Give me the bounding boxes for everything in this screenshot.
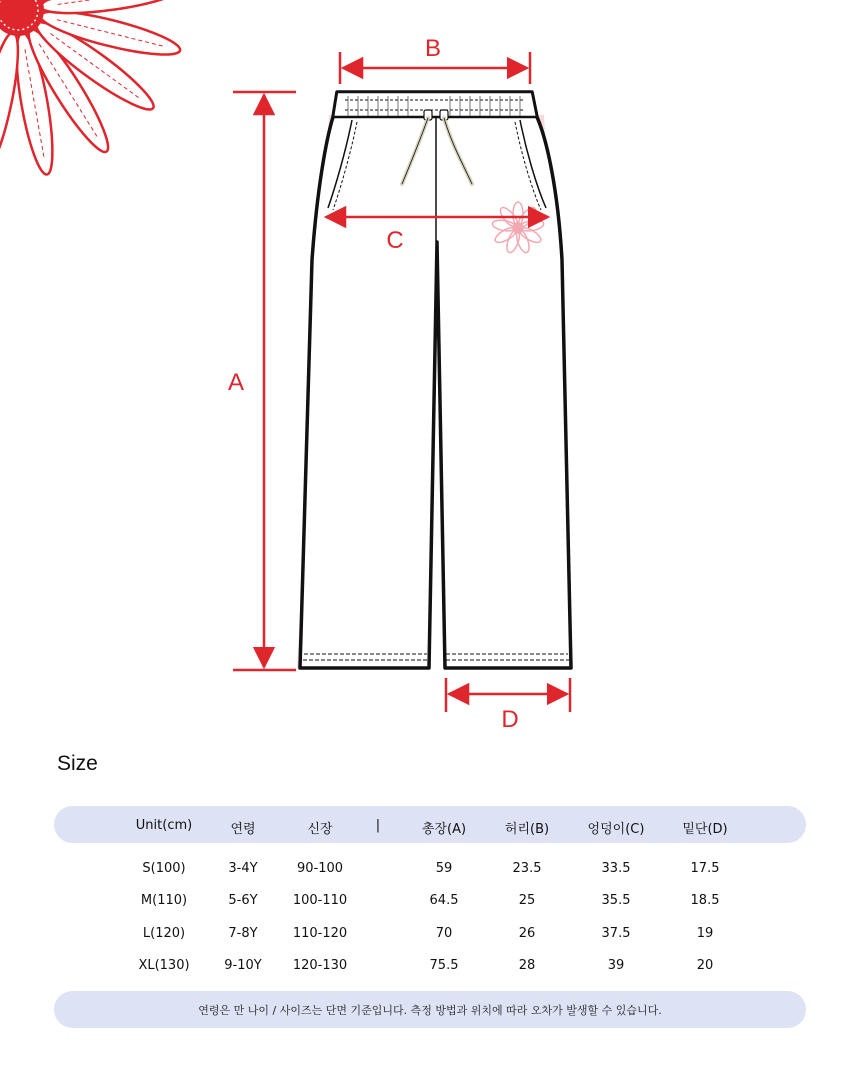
- table-cell: 25: [518, 893, 536, 908]
- table-cell: 26: [518, 926, 536, 941]
- size-note-bar: [54, 991, 806, 1028]
- table-cell: 39: [607, 958, 625, 973]
- column-header: 허리(B): [504, 822, 550, 837]
- table-cell: 90-100: [296, 861, 344, 876]
- table-cell: 35.5: [601, 893, 631, 908]
- table-cell: 9-10Y: [224, 958, 262, 973]
- table-cell: 59: [435, 861, 453, 876]
- column-header: 밑단(D): [682, 822, 728, 837]
- table-cell: 17.5: [690, 861, 720, 876]
- dimension-d-label: D: [501, 706, 519, 733]
- table-cell: 5-6Y: [228, 893, 258, 908]
- size-note: 연령은 만 나이 / 사이즈는 단면 기준입니다. 측정 방법과 위치에 따라 오차가 발생할 수 있습니다.: [198, 1003, 662, 1017]
- pants-outline: [300, 92, 571, 668]
- table-cell: XL(130): [138, 958, 190, 973]
- table-cell: 75.5: [429, 958, 459, 973]
- table-cell: L(120): [142, 926, 186, 941]
- dimension-d: [446, 678, 570, 733]
- table-cell: 23.5: [512, 861, 542, 876]
- table-cell: 110-120: [292, 926, 348, 941]
- column-divider: |: [375, 818, 381, 833]
- table-cell: 64.5: [429, 893, 459, 908]
- table-cell: 3-4Y: [228, 861, 258, 876]
- column-header: 신장: [307, 822, 333, 837]
- column-header: Unit(cm): [135, 818, 193, 833]
- table-cell: 100-110: [292, 893, 348, 908]
- table-cell: 28: [518, 958, 536, 973]
- size-title: Size: [57, 752, 98, 775]
- column-header: 엉덩이(C): [587, 822, 645, 837]
- dimension-b-label: B: [424, 35, 442, 62]
- dimension-c-label: C: [386, 227, 404, 254]
- table-cell: S(100): [142, 861, 186, 876]
- column-header: 연령: [230, 822, 256, 837]
- table-cell: 120-130: [292, 958, 348, 973]
- dimension-b: [340, 35, 530, 84]
- dimension-a-label: A: [227, 369, 245, 396]
- table-cell: 20: [696, 958, 714, 973]
- table-cell: 70: [435, 926, 453, 941]
- dimension-a: [228, 92, 296, 670]
- daisy-flower-icon: [0, 0, 185, 177]
- table-cell: 19: [696, 926, 714, 941]
- table-cell: 33.5: [601, 861, 631, 876]
- table-cell: M(110): [140, 893, 188, 908]
- table-cell: 37.5: [601, 926, 631, 941]
- table-cell: 18.5: [690, 893, 720, 908]
- column-header: 총장(A): [421, 822, 467, 837]
- table-cell: 7-8Y: [228, 926, 258, 941]
